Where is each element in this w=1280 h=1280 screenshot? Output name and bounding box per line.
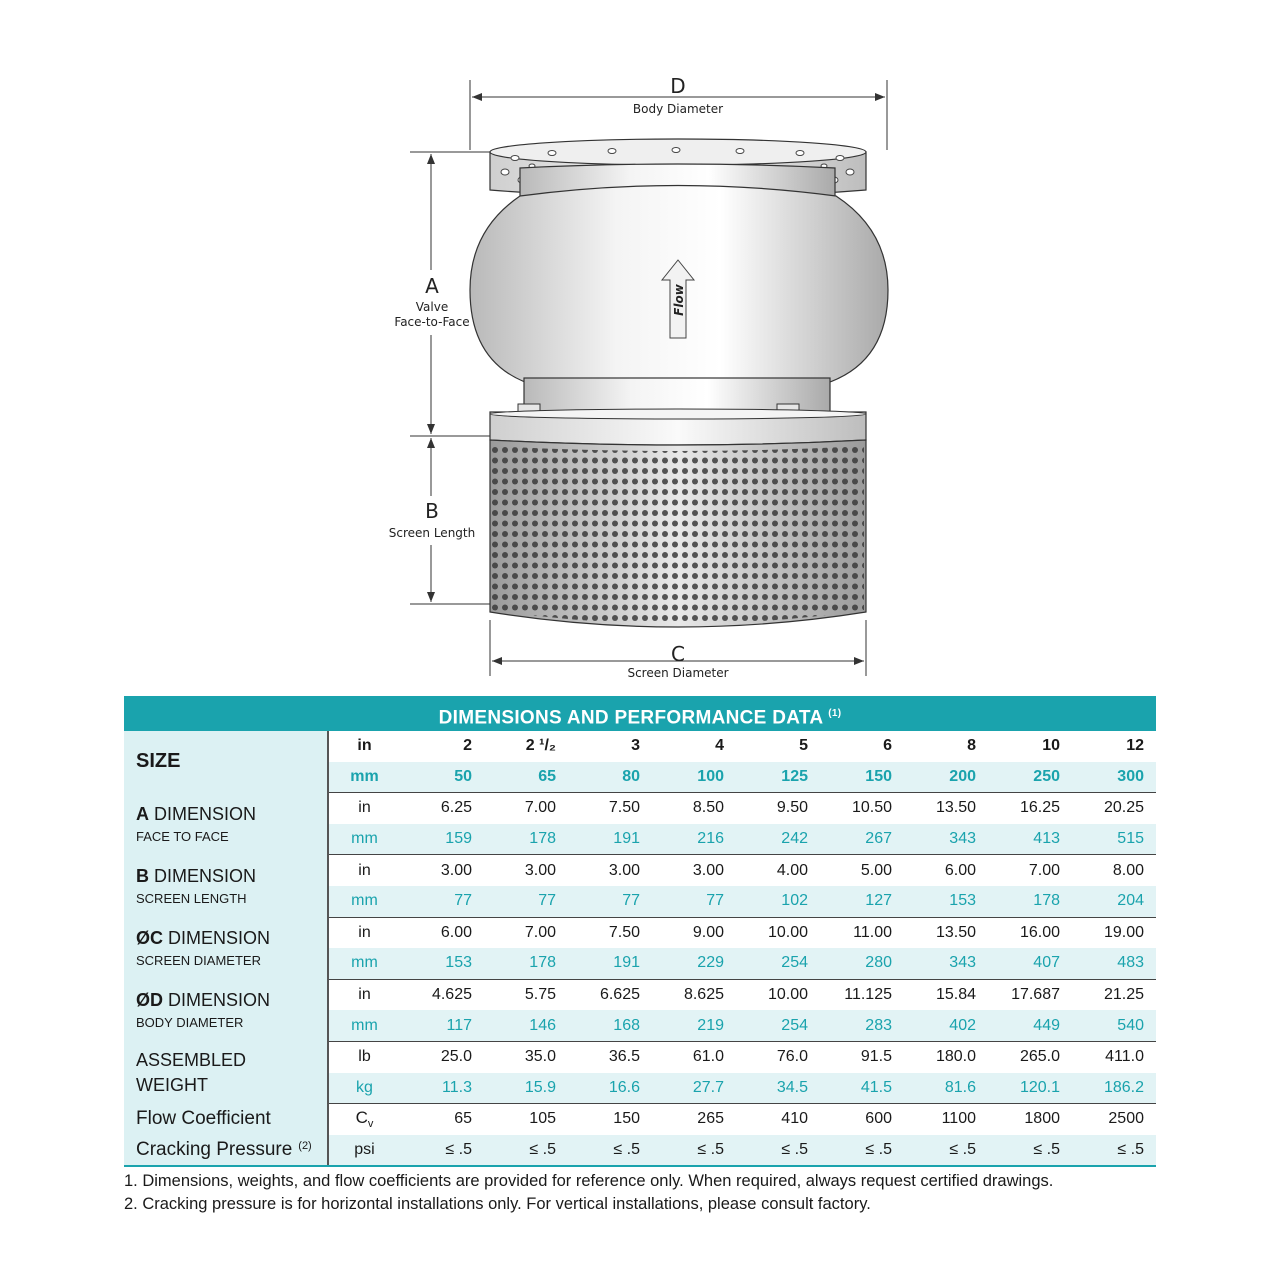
row-in-cell: 5.75 xyxy=(524,986,556,1004)
table-title-text: DIMENSIONS AND PERFORMANCE DATA xyxy=(438,707,823,729)
row-in-cell: 76.0 xyxy=(776,1048,808,1066)
row-mm-cell: 204 xyxy=(1072,886,1156,917)
size-mm-cell: 65 xyxy=(484,762,568,793)
row-mm-cell: 254 xyxy=(736,948,820,979)
row-unit-in: in xyxy=(358,799,371,817)
label-d-desc: Body Diameter xyxy=(632,102,724,116)
row-unit-in: in xyxy=(358,923,371,941)
row-in-cell: 7.00 xyxy=(524,923,556,941)
row-label-main xyxy=(136,1050,327,1071)
row-label-text: ASSEMBLED xyxy=(136,1049,247,1070)
row-mm-cell: 178 xyxy=(484,948,568,979)
row-in-cell: 8.00 xyxy=(1112,861,1144,879)
label-a-desc1: Valve xyxy=(415,300,449,314)
row-mm-cell: 34.5 xyxy=(736,1073,820,1104)
size-in-cell: 3 xyxy=(631,737,640,755)
row-in-cell: 6.00 xyxy=(440,923,472,941)
dimension-c xyxy=(490,620,866,680)
row-mm-cell: 159 xyxy=(400,824,484,855)
cracking-cell: ≤ .5 xyxy=(820,1135,904,1167)
row-mm-cell: 343 xyxy=(904,948,988,979)
row-label-text: DIMENSION xyxy=(163,990,271,1011)
cracking-pressure-row xyxy=(124,1135,1156,1167)
row-label-letter: B xyxy=(136,865,149,886)
row-unit-in: in xyxy=(358,861,371,879)
row-in-cell: 9.00 xyxy=(692,923,724,941)
label-a: A xyxy=(425,274,439,298)
row-label-sub: SCREEN DIAMETER xyxy=(136,953,261,969)
data-table xyxy=(124,731,1156,1167)
row-in-cell: 3.00 xyxy=(440,861,472,879)
row-in-cell: 36.5 xyxy=(608,1048,640,1066)
row-in-cell: 7.50 xyxy=(608,799,640,817)
size-in-cell: 6 xyxy=(883,737,892,755)
row-in-cell: 4.00 xyxy=(776,861,808,879)
row-mm-cell: 153 xyxy=(400,948,484,979)
flow-unit-v: v xyxy=(367,1118,374,1131)
row-label-sub: SCREEN LENGTH xyxy=(136,890,247,906)
table-title-note: (1) xyxy=(828,708,842,719)
row-mm-cell: 102 xyxy=(736,886,820,917)
row-in-cell: 10.50 xyxy=(851,799,892,817)
flow-cell: 2500 xyxy=(1108,1110,1144,1128)
row-in-cell: 3.00 xyxy=(608,861,640,879)
cracking-pressure-label: Cracking Pressure xyxy=(136,1139,293,1161)
size-label: SIZE xyxy=(136,750,181,773)
flow-coefficient-row xyxy=(124,1104,1156,1135)
size-label-cell xyxy=(124,731,328,793)
row-in-cell: 19.00 xyxy=(1103,923,1144,941)
row-mm-cell: 216 xyxy=(652,824,736,855)
row-unit-mm: kg xyxy=(328,1073,400,1104)
row-in-cell: 13.50 xyxy=(935,923,976,941)
row-mm-cell: 77 xyxy=(652,886,736,917)
cracking-cell: ≤ .5 xyxy=(484,1135,568,1167)
row-label-cell xyxy=(124,917,328,979)
row-in-cell: 7.00 xyxy=(1028,861,1060,879)
dimension-b xyxy=(389,438,492,604)
label-c: C xyxy=(671,642,685,666)
row-mm-cell: 540 xyxy=(1072,1010,1156,1041)
flow-label: Flow xyxy=(672,284,686,316)
row-mm-cell: 219 xyxy=(652,1010,736,1041)
row-label-sub: FACE TO FACE xyxy=(136,828,229,844)
row-unit-in: lb xyxy=(358,1048,371,1066)
row-label-text: DIMENSION xyxy=(149,865,257,886)
flow-coefficient-label: Flow Coefficient xyxy=(136,1108,271,1130)
size-mm-cell: 80 xyxy=(568,762,652,793)
row-mm-cell: 16.6 xyxy=(568,1073,652,1104)
row-in-cell: 4.625 xyxy=(431,986,472,1004)
table-row xyxy=(124,793,1156,824)
flow-cell: 65 xyxy=(454,1110,472,1128)
row-label-sub: BODY DIAMETER xyxy=(136,1015,244,1031)
row-mm-cell: 178 xyxy=(988,886,1072,917)
size-mm-cell: 150 xyxy=(820,762,904,793)
row-unit-mm: mm xyxy=(328,886,400,917)
size-in-cell: 8 xyxy=(967,737,976,755)
row-mm-cell: 280 xyxy=(820,948,904,979)
row-label-text: DIMENSION xyxy=(163,928,271,949)
row-in-cell: 180.0 xyxy=(935,1048,976,1066)
footnote-1: 1. Dimensions, weights, and flow coefficients are provided for reference only. When required, always request certified drawings. xyxy=(124,1172,1054,1190)
row-in-cell: 265.0 xyxy=(1019,1048,1060,1066)
row-mm-cell: 178 xyxy=(484,824,568,855)
row-mm-cell: 449 xyxy=(988,1010,1072,1041)
row-mm-cell: 254 xyxy=(736,1010,820,1041)
row-mm-cell: 515 xyxy=(1072,824,1156,855)
row-mm-cell: 77 xyxy=(484,886,568,917)
row-mm-cell: 77 xyxy=(400,886,484,917)
row-mm-cell: 153 xyxy=(904,886,988,917)
flow-unit xyxy=(328,1104,400,1135)
size-unit-mm: mm xyxy=(328,762,400,793)
cracking-cell: ≤ .5 xyxy=(736,1135,820,1167)
label-a-desc2: Face-to-Face xyxy=(394,315,470,329)
row-label-text: DIMENSION xyxy=(149,803,257,824)
row-in-cell: 6.625 xyxy=(599,986,640,1004)
row-mm-cell: 77 xyxy=(568,886,652,917)
row-mm-cell: 483 xyxy=(1072,948,1156,979)
flow-unit-c: C xyxy=(355,1108,368,1128)
cracking-cell: ≤ .5 xyxy=(568,1135,652,1167)
row-label-cell xyxy=(124,979,328,1041)
label-b-desc: Screen Length xyxy=(388,526,476,540)
row-in-cell: 16.25 xyxy=(1019,799,1060,817)
row-in-cell: 15.84 xyxy=(935,986,976,1004)
row-label-sub: WEIGHT xyxy=(136,1074,208,1095)
size-mm-cell: 300 xyxy=(1072,762,1156,793)
flow-cell: 1800 xyxy=(1024,1110,1060,1128)
row-label-main xyxy=(136,866,327,887)
row-mm-cell: 402 xyxy=(904,1010,988,1041)
size-row-in xyxy=(124,731,1156,762)
row-unit-mm: mm xyxy=(328,824,400,855)
row-in-cell: 6.00 xyxy=(944,861,976,879)
row-mm-cell: 191 xyxy=(568,824,652,855)
size-in-cell: 10 xyxy=(1042,737,1060,755)
flow-cell: 1100 xyxy=(941,1110,976,1128)
row-mm-cell: 413 xyxy=(988,824,1072,855)
flow-label-cell xyxy=(124,1104,328,1135)
table-row xyxy=(124,979,1156,1010)
label-d: D xyxy=(670,74,686,98)
size-in-cell: 2 ¹/₂ xyxy=(525,737,556,755)
row-in-cell: 10.00 xyxy=(767,923,808,941)
row-in-cell: 91.5 xyxy=(860,1048,892,1066)
cracking-cell: ≤ .5 xyxy=(652,1135,736,1167)
size-in-cell: 5 xyxy=(799,737,808,755)
table-row xyxy=(124,917,1156,948)
row-mm-cell: 41.5 xyxy=(820,1073,904,1104)
row-mm-cell: 191 xyxy=(568,948,652,979)
row-mm-cell: 229 xyxy=(652,948,736,979)
row-in-cell: 13.50 xyxy=(935,799,976,817)
flow-cell: 265 xyxy=(697,1110,724,1128)
flow-cell: 600 xyxy=(865,1110,892,1128)
row-unit-mm: mm xyxy=(328,1010,400,1041)
row-unit-mm: mm xyxy=(328,948,400,979)
row-mm-cell: 120.1 xyxy=(988,1073,1072,1104)
row-in-cell: 6.25 xyxy=(440,799,472,817)
row-mm-cell: 267 xyxy=(820,824,904,855)
row-in-cell: 20.25 xyxy=(1103,799,1144,817)
footnote-2: 2. Cracking pressure is for horizontal installations only. For vertical installations, please consult factory. xyxy=(124,1195,871,1213)
cracking-cell: ≤ .5 xyxy=(400,1135,484,1167)
label-b: B xyxy=(425,499,439,523)
cracking-cell: ≤ .5 xyxy=(904,1135,988,1167)
row-in-cell: 10.00 xyxy=(767,986,808,1004)
row-mm-cell: 343 xyxy=(904,824,988,855)
size-mm-cell: 250 xyxy=(988,762,1072,793)
size-in-cell: 2 xyxy=(463,737,472,755)
row-unit-in: in xyxy=(358,986,371,1004)
row-label-cell xyxy=(124,1041,328,1103)
row-mm-cell: 146 xyxy=(484,1010,568,1041)
size-unit-in: in xyxy=(357,737,372,755)
row-in-cell: 17.687 xyxy=(1011,986,1060,1004)
size-mm-cell: 50 xyxy=(400,762,484,793)
row-in-cell: 7.50 xyxy=(608,923,640,941)
row-label-letter: A xyxy=(136,803,149,824)
row-mm-cell: 15.9 xyxy=(484,1073,568,1104)
row-in-cell: 411.0 xyxy=(1105,1048,1144,1066)
row-in-cell: 25.0 xyxy=(440,1048,472,1066)
row-label-main xyxy=(136,804,327,825)
valve-drawing xyxy=(470,139,888,627)
flow-cell: 150 xyxy=(613,1110,640,1128)
table-row xyxy=(124,1041,1156,1072)
row-in-cell: 21.25 xyxy=(1103,986,1144,1004)
size-mm-cell: 125 xyxy=(736,762,820,793)
row-mm-cell: 407 xyxy=(988,948,1072,979)
table-title xyxy=(124,696,1156,731)
row-label-letter: ØD xyxy=(136,990,163,1011)
row-in-cell: 5.00 xyxy=(860,861,892,879)
row-in-cell: 61.0 xyxy=(692,1048,724,1066)
row-in-cell: 8.625 xyxy=(683,986,724,1004)
footnotes xyxy=(124,1170,1164,1216)
row-mm-cell: 127 xyxy=(820,886,904,917)
cracking-cell: ≤ .5 xyxy=(988,1135,1072,1167)
flow-cell: 105 xyxy=(529,1110,556,1128)
row-in-cell: 16.00 xyxy=(1019,923,1060,941)
cracking-label-cell xyxy=(124,1135,328,1167)
row-mm-cell: 81.6 xyxy=(904,1073,988,1104)
row-in-cell: 9.50 xyxy=(776,799,808,817)
row-label-letter: ØC xyxy=(136,928,163,949)
cracking-unit: psi xyxy=(328,1135,400,1167)
row-mm-cell: 27.7 xyxy=(652,1073,736,1104)
row-mm-cell: 117 xyxy=(400,1010,484,1041)
cracking-note: (2) xyxy=(298,1139,312,1152)
row-in-cell: 11.00 xyxy=(853,923,892,941)
row-in-cell: 3.00 xyxy=(524,861,556,879)
size-in-cell: 4 xyxy=(715,737,724,755)
row-in-cell: 35.0 xyxy=(524,1048,556,1066)
row-mm-cell: 168 xyxy=(568,1010,652,1041)
row-label-cell xyxy=(124,855,328,917)
row-mm-cell: 186.2 xyxy=(1072,1073,1156,1104)
row-in-cell: 11.125 xyxy=(844,986,892,1004)
label-c-desc: Screen Diameter xyxy=(627,666,729,680)
row-mm-cell: 283 xyxy=(820,1010,904,1041)
row-in-cell: 7.00 xyxy=(524,799,556,817)
row-in-cell: 3.00 xyxy=(692,861,724,879)
size-mm-cell: 100 xyxy=(652,762,736,793)
row-label-main xyxy=(136,990,327,1011)
dimensions-table xyxy=(124,696,1156,1167)
row-mm-cell: 11.3 xyxy=(400,1073,484,1104)
size-in-cell: 12 xyxy=(1126,737,1144,755)
row-in-cell: 8.50 xyxy=(692,799,724,817)
row-label-main xyxy=(136,928,327,949)
size-mm-cell: 200 xyxy=(904,762,988,793)
cracking-cell: ≤ .5 xyxy=(1072,1135,1156,1167)
flow-cell: 410 xyxy=(781,1110,808,1128)
row-mm-cell: 242 xyxy=(736,824,820,855)
row-label-cell xyxy=(124,793,328,855)
table-row xyxy=(124,855,1156,886)
